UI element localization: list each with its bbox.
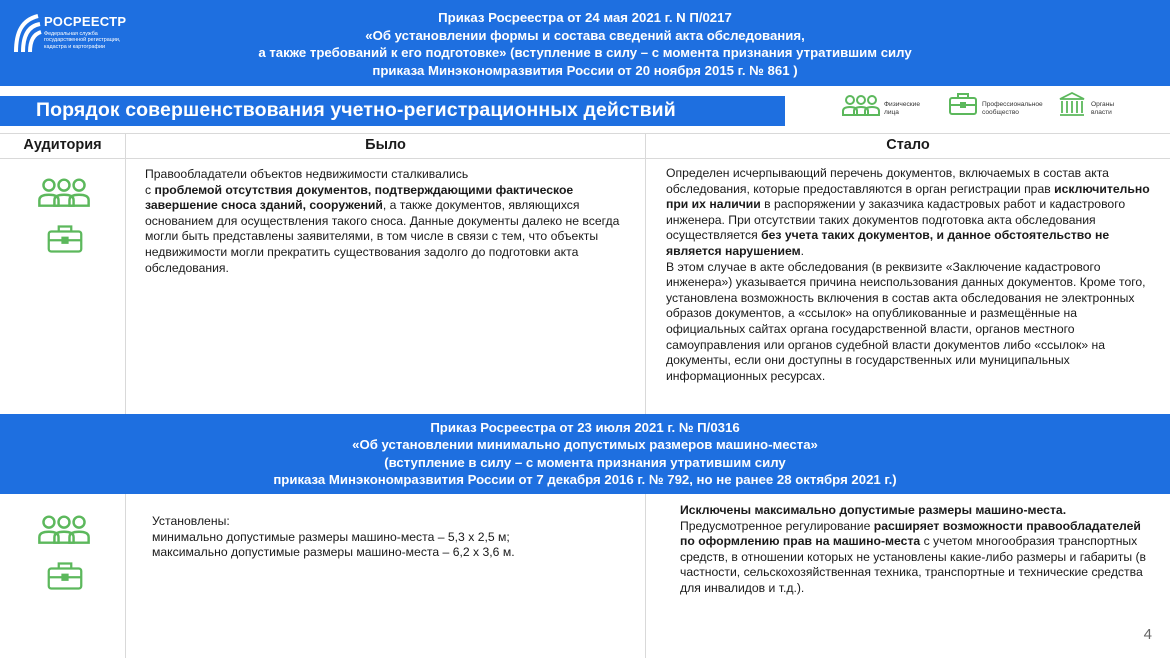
text-emphasis: исключительно при их наличии [666,181,1150,212]
text-emphasis: без учета таких документов, и данное обстоятельство не является нарушением [666,228,1110,258]
banner-line: Приказ Росреестра от 23 июля 2021 г. № П/0316 [430,420,740,435]
audience-professionals [46,224,84,254]
briefcase-icon [46,561,84,591]
column-header-audience: Аудитория [23,137,102,153]
rosreestr-emblem-icon [10,12,44,54]
row2-after-text [680,503,1158,597]
header-line: Приказ Росреестра от 24 мая 2021 г. N П/0217 [438,10,732,25]
banner-line: приказа Минэкономразвития России от 7 декабря 2016 г. № 792, но не ранее 28 октября 2021 г.) [273,472,897,488]
header-line: «Об установлении формы и состава сведений акта обследования, [365,27,805,43]
text-run: . [800,243,805,258]
text-emphasis: проблемой отсутствия документов, подтверждающими фактическое завершение сноса зданий, сооружений [145,182,574,213]
column-header-after: Стало [886,137,930,153]
banner-line: (вступление в силу – с момента признания утратившим силу [384,454,786,470]
order-banner-2-text [0,419,1170,489]
divider [645,494,646,658]
legend-label: Органы власти [1091,101,1115,116]
people-icon [38,513,90,545]
divider [125,494,126,658]
legend-label: Физические лица [884,101,921,116]
text-run: с учетом многообразия транспортных средств, в отношении которых не установлены какие-либо размеры и габариты (в частности, сельскохозяйственная техника, транспортные и технические средства для инвалидов и т.д.). [680,534,1147,595]
legend-label: Профессиональное сообщество [982,101,1043,116]
text-line: минимально допустимые размеры машино-места – 5,3 х 2,5 м; [152,529,510,544]
banner-line: «Об установлении минимально допустимых размеров машино-места» [352,437,818,453]
briefcase-icon [948,92,978,116]
text-emphasis: Исключены максимально допустимые размеры машино-места. [680,503,1067,517]
text-line: Установлены: [152,514,230,528]
text-run: в распоряжении у заказчика кадастровых работ и кадастрового инженера. При отсутствии таких документов подготовка акта обследования осуществляется [666,197,1126,243]
page-number: 4 [1143,626,1152,643]
text-run: Определен исчерпывающий перечень документов, включаемых в состав акта обследования, которые предоставляются в орган регистрации прав [666,166,1109,196]
legend-item-professionals [948,92,978,116]
row1-after-text [666,166,1156,384]
header-line: а также требований к его подготовке» (вступление в силу – с момента признания утратившим силу [258,45,912,60]
divider [0,158,1170,159]
audience-individuals [38,513,90,545]
text-line: Правообладатели объектов недвижимости сталкивались [145,167,469,181]
logo-title: РОСРЕЕСТР [44,14,127,29]
column-header-before: Было [365,137,406,153]
divider [0,133,1170,134]
header-line: приказа Минэкономразвития России от 20 ноября 2015 г. № 861 ) [372,62,798,78]
briefcase-icon [46,224,84,254]
divider [125,133,126,414]
text-run: с [145,182,155,197]
people-icon [38,176,90,208]
text-emphasis: расширяет возможности правообладателей по оформлению прав на машино-места [680,518,1141,549]
audience-individuals [38,176,90,208]
audience-professionals [46,561,84,591]
row2-before-text [152,514,632,561]
government-building-icon [1058,90,1086,118]
legend-item-authorities [1058,90,1086,118]
legend-item-individuals [842,94,880,116]
header-order-text [170,9,1000,79]
row1-before-text [145,167,627,276]
text-run: Предусмотренное регулирование [680,518,874,533]
text-line: максимально допустимые размеры машино-места – 6,2 х 3,6 м. [152,545,515,560]
text-run: , а также документов, являющихся основанием для осуществления такого сноса. Данные документы далеко не всегда могли быть представлены заявителями, в том числе в связи с тем, что объекты недвижимости могли прекратить существования задолго до подготовки акта обследования. [145,198,620,275]
page-title: Порядок совершенствования учетно-регистрационных действий [36,99,676,121]
people-icon [842,94,880,116]
divider [645,133,646,414]
text-paragraph: В этом случае в акте обследования (в реквизите «Заключение кадастрового инженера») указывается причина неиспользования данных документов. Кроме того, установлена возможность включения в состав акта обследования не электронных образов документов, а «ссылок» на опубликованные и размещённые на официальных сайтах органа государственной власти, органов местного самоуправления или органов судебной власти документов либо «ссылок» на документы, если они доступны в государственных или муниципальных информационных ресурсах. [666,259,1146,383]
logo-subtitle: Федеральная служба государственной регистрации, кадастра и картографии [44,31,121,50]
